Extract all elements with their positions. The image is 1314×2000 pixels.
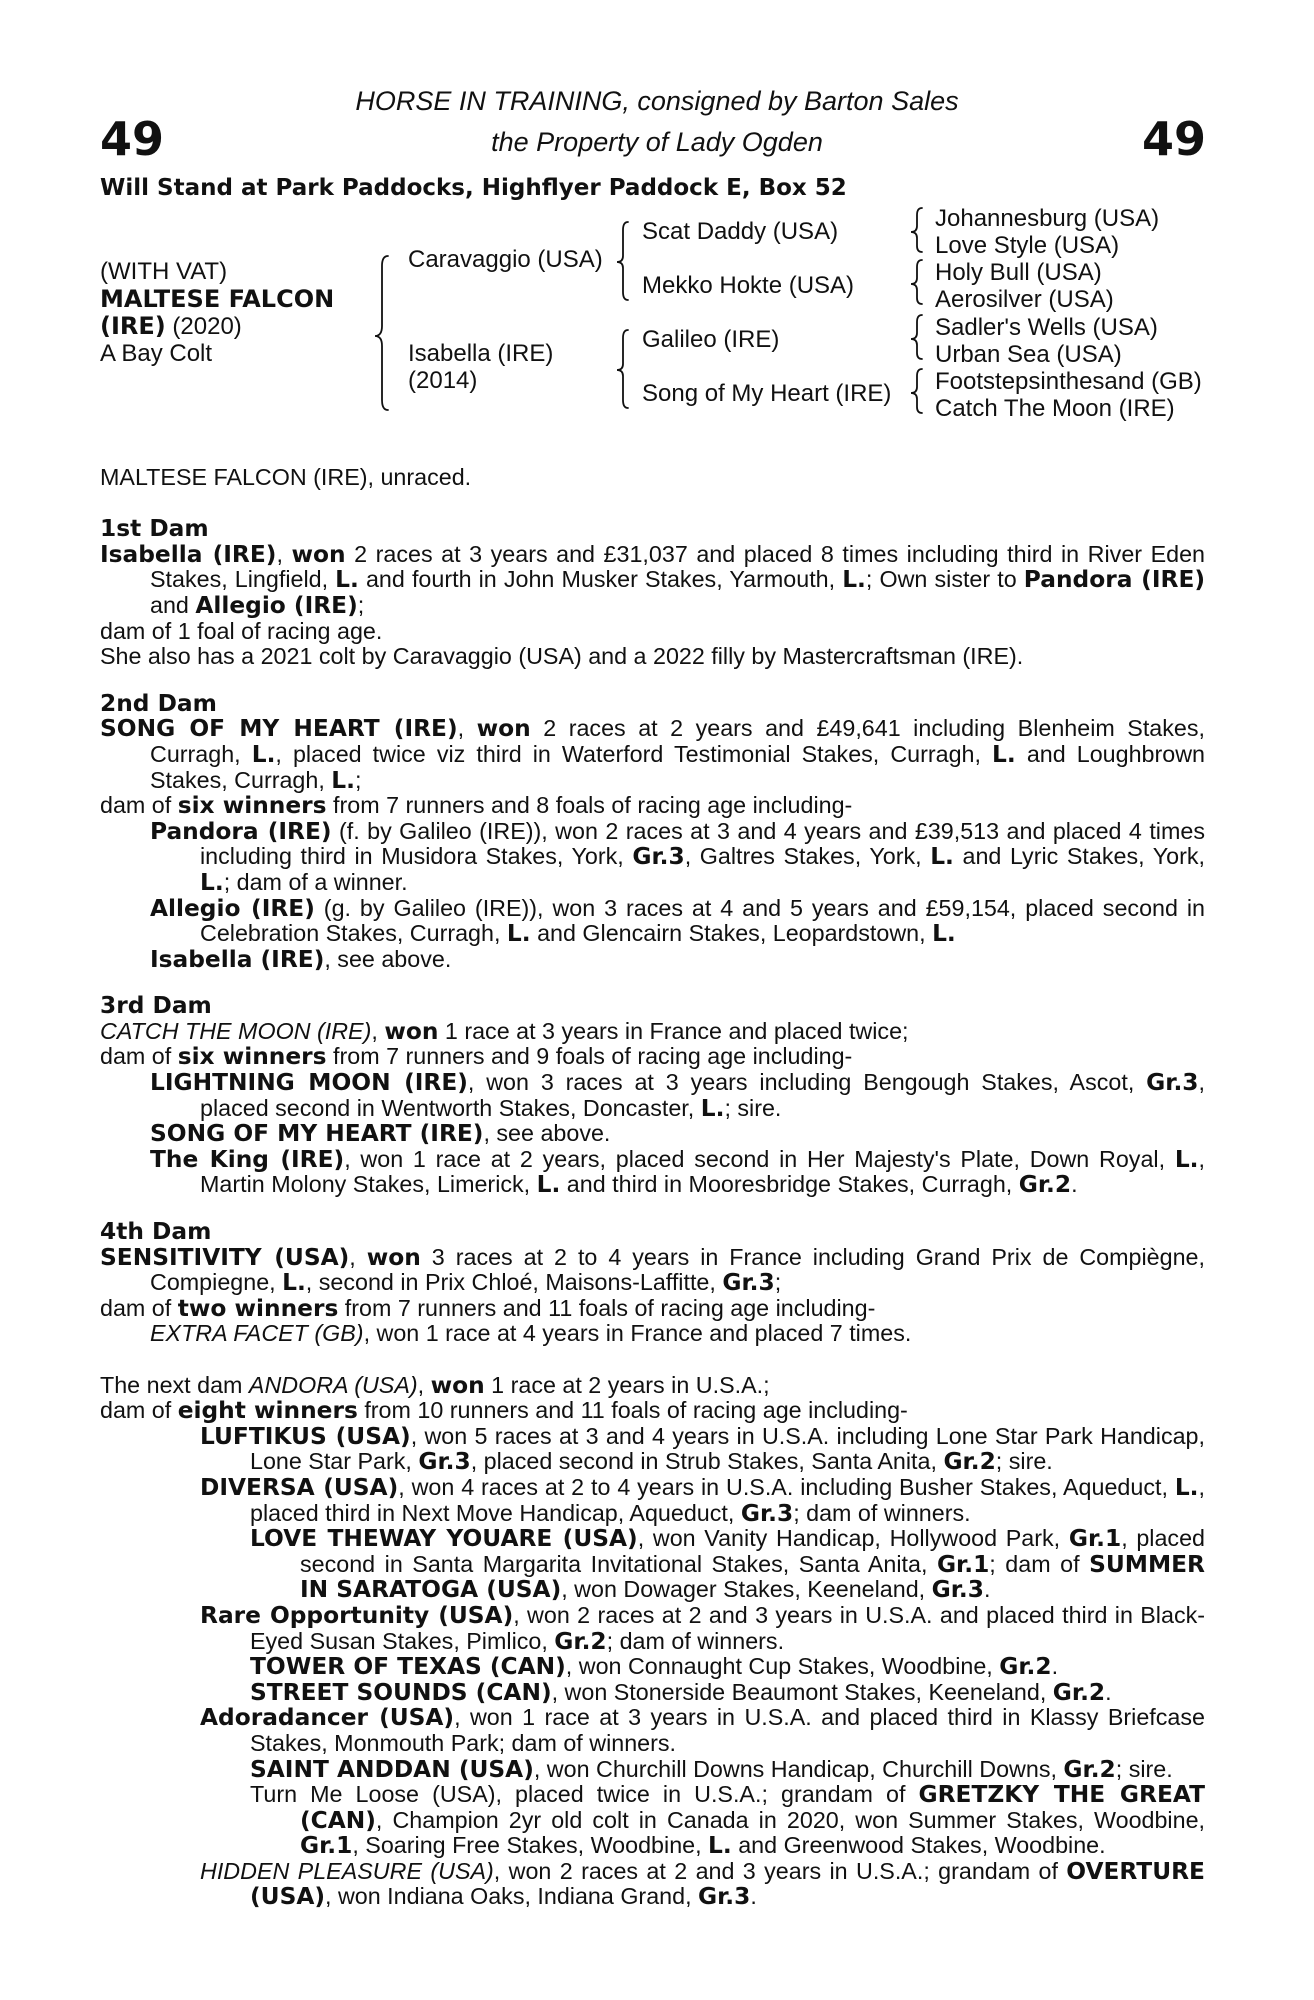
produce-isabella: Isabella (IRE), see above. — [150, 945, 452, 973]
horse-name: MALTESE FALCON — [100, 285, 335, 313]
pedigree-g3-8: Catch The Moon (IRE) — [935, 395, 1175, 422]
unraced-line: MALTESE FALCON (IRE), unraced. — [100, 464, 472, 490]
third-dam-record: CATCH THE MOON (IRE), won 1 race at 3 years in France and placed twice; — [100, 1017, 909, 1045]
catalogue-text — [100, 465, 1205, 1910]
second-dam-heading: 2nd Dam — [100, 689, 217, 717]
vat-note: (WITH VAT) — [100, 258, 228, 285]
produce-lightning-moon: LIGHTNING MOON (IRE), won 3 races at 3 years including Bengough Stakes, Ascot, Gr.3, placed second in Wentworth Stakes, Doncaster, L.; sire. — [150, 1069, 1205, 1122]
first-dam-produce: She also has a 2021 colt by Caravaggio (USA) and a 2022 filly by Mastercraftsman (IRE). — [100, 643, 1024, 670]
pedigree-g3-1: Johannesburg (USA) — [935, 205, 1160, 232]
next-dam-produce-summary: dam of eight winners from 10 runners and 11 foals of racing age including- — [100, 1397, 908, 1425]
first-dam-foals: dam of 1 foal of racing age. — [100, 617, 383, 644]
pedigree-sire: Caravaggio (USA) — [408, 246, 603, 273]
pedigree-g3-3: Holy Bull (USA) — [935, 259, 1102, 286]
pedigree-dam-year: (2014) — [408, 367, 478, 394]
produce-the-king: The King (IRE), won 1 race at 2 years, placed second in Her Majesty's Plate, Down Royal, L., Martin Molony Stakes, Limerick, L. and third in Mooresbridge Stakes, Curragh, Gr.2. — [150, 1145, 1205, 1199]
next-dam-record: The next dam ANDORA (USA), won 1 race at 2 years in U.S.A.; — [100, 1371, 770, 1399]
produce-extra-facet: EXTRA FACET (GB), won 1 race at 4 years in France and placed 7 times. — [150, 1320, 912, 1347]
third-dam-produce-summary: dam of six winners from 7 runners and 9 foals of racing age including- — [100, 1043, 853, 1071]
pedigree-sire-dam: Mekko Hokte (USA) — [642, 272, 855, 299]
produce-adoradancer: Adoradancer (USA), won 1 race at 3 years in U.S.A. and placed third in Klassy Briefcase Stakes, Monmouth Park; dam of winners. — [200, 1704, 1205, 1756]
produce-tower-of-texas: TOWER OF TEXAS (CAN), won Connaught Cup Stakes, Woodbine, Gr.2. — [250, 1653, 1059, 1681]
produce-street-sounds: STREET SOUNDS (CAN), won Stonerside Beaumont Stakes, Keeneland, Gr.2. — [250, 1678, 1112, 1706]
second-dam-produce-summary: dam of six winners from 7 runners and 8 foals of racing age including- — [100, 792, 853, 820]
first-dam-heading: 1st Dam — [100, 515, 209, 543]
produce-song-of-my-heart: SONG OF MY HEART (IRE), see above. — [150, 1120, 611, 1148]
produce-pandora: Pandora (IRE) (f. by Galileo (IRE)), won 2 races at 3 and 4 years and £39,513 and placed 4 times including third in Musidora Stakes, York, Gr.3, Galtres Stakes, York, L. and Lyric Stakes, York, L.; dam of a winner. — [150, 817, 1205, 896]
third-dam-heading: 3rd Dam — [100, 992, 212, 1020]
pedigree-g3-2: Love Style (USA) — [935, 232, 1120, 259]
produce-diversa: DIVERSA (USA), won 4 races at 2 to 4 years in U.S.A. including Busher Stakes, Aqueduct, L., placed third in Next Move Handicap, Aqueduct, Gr.3; dam of winners. — [200, 1473, 1205, 1527]
lot-number-left: 49 — [100, 112, 165, 166]
pedigree-g3-4: Aerosilver (USA) — [935, 286, 1114, 313]
pedigree-g3-5: Sadler's Wells (USA) — [935, 314, 1158, 341]
pedigree-sire-sire: Scat Daddy (USA) — [642, 218, 839, 245]
pedigree-dam: Isabella (IRE) — [408, 340, 554, 367]
pedigree-g3-6: Urban Sea (USA) — [935, 341, 1122, 368]
horse-name-line2: (IRE) (2020) — [100, 312, 242, 340]
pedigree-g3-7: Footstepsinthesand (GB) — [935, 368, 1202, 395]
first-dam-record: Isabella (IRE), won 2 races at 3 years and £31,037 and placed 8 times including third in River Eden Stakes, Lingfield, L. and fourth in John Musker Stakes, Yarmouth, L.; Own sister to Pandora (IRE) and Allegio (IRE); — [100, 540, 1206, 619]
horse-description: A Bay Colt — [100, 340, 213, 367]
fourth-dam-produce-summary: dam of two winners from 7 runners and 11 foals of racing age including- — [100, 1294, 876, 1322]
produce-rare-opportunity: Rare Opportunity (USA), won 2 races at 2 and 3 years in U.S.A. and placed third in Black-Eyed Susan Stakes, Pimlico, Gr.2; dam of winners. — [200, 1601, 1205, 1655]
produce-love-theway-youare: LOVE THEWAY YOUARE (USA), won Vanity Handicap, Hollywood Park, Gr.1, placed second in Santa Margarita Invitational Stakes, Santa Anita, Gr.1; dam of SUMMER IN SARATOGA (USA), won Dowager Stakes, Keeneland, Gr.3. — [250, 1525, 1205, 1604]
produce-turn-me-loose: Turn Me Loose (USA), placed twice in U.S.A.; grandam of GRETZKY THE GREAT (CAN), Champion 2yr old colt in Canada in 2020, won Summer Stakes, Woodbine, Gr.1, Soaring Free Stakes, Woodbine, L. and Greenwood Stakes, Woodbine. — [250, 1781, 1205, 1860]
produce-hidden-pleasure: HIDDEN PLEASURE (USA), won 2 races at 2 and 3 years in U.S.A.; grandam of OVERTURE (USA), won Indiana Oaks, Indiana Grand, Gr.3. — [200, 1857, 1205, 1911]
pedigree-dam-dam: Song of My Heart (IRE) — [642, 380, 892, 407]
header-line-1: HORSE IN TRAINING, consigned by Barton Sales — [355, 86, 959, 116]
produce-luftikus: LUFTIKUS (USA), won 5 races at 3 and 4 years in U.S.A. including Lone Star Park Handicap, Lone Star Park, Gr.3, placed second in Strub Stakes, Santa Anita, Gr.2; sire. — [200, 1422, 1205, 1476]
fourth-dam-record: SENSITIVITY (USA), won 3 races at 2 to 4 years in France including Grand Prix de Compiègne, Compiegne, L., second in Prix Chloé, Maisons-Laffitte, Gr.3; — [100, 1243, 1205, 1297]
produce-allegio: Allegio (IRE) (g. by Galileo (IRE)), won 3 races at 4 and 5 years and £59,154, placed second in Celebration Stakes, Curragh, L. and Glencairn Stakes, Leopardstown, L. — [150, 894, 1206, 948]
lot-number-right: 49 — [1141, 112, 1206, 166]
fourth-dam-heading: 4th Dam — [100, 1218, 212, 1246]
header-line-2: the Property of Lady Ogden — [491, 127, 823, 157]
second-dam-record: SONG OF MY HEART (IRE), won 2 races at 2 years and £49,641 including Blenheim Stakes, Curragh, L., placed twice viz third in Waterford Testimonial Stakes, Curragh, L. and Loughbrown Stakes, Curragh, L.; — [100, 715, 1205, 794]
produce-saint-anddan: SAINT ANDDAN (USA), won Churchill Downs Handicap, Churchill Downs, Gr.2; sire. — [250, 1755, 1173, 1783]
stand-location: Will Stand at Park Paddocks, Highflyer Paddock E, Box 52 — [100, 175, 847, 201]
pedigree-dam-sire: Galileo (IRE) — [642, 326, 780, 353]
